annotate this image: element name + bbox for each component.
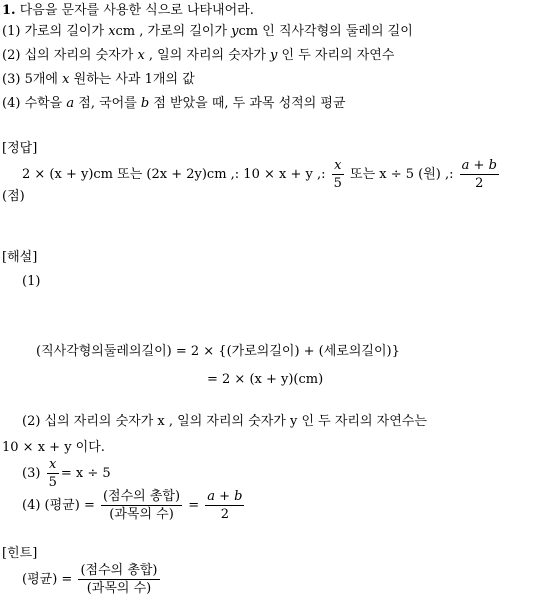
explanation-part2-line1: (2) 십의 자리의 숫자가 x , 일의 자리의 숫자가 y 인 두 자리의 자연수는: [22, 414, 427, 429]
item-variable: b: [140, 96, 150, 111]
part4-label: (4) (평균) =: [22, 498, 95, 513]
answer-part-1: 2 × (x + y)cm 또는 (2x + 2y)cm: [22, 167, 227, 182]
item-text: 5개에: [24, 72, 63, 87]
explanation-part3: [22, 457, 111, 491]
explanation-part2-line2: 10 × x + y 이다.: [2, 440, 105, 455]
item-label: (1): [2, 24, 21, 39]
part4-equals: =: [188, 498, 200, 513]
equation-1-rhs: = 2 × (x + y)(cm): [207, 372, 324, 387]
item-variable: a: [66, 96, 75, 111]
answer-heading: [정답]: [2, 141, 38, 156]
part3-fraction: $\frac{x}{5}$: [48, 457, 57, 490]
answer-part-2: ,: 10 × x + y ,:: [226, 167, 330, 182]
explanation-part1-label: (1): [22, 274, 41, 289]
item-variable: x: [62, 72, 70, 87]
problem-item-3: [2, 72, 195, 88]
item-text: 수학을: [24, 96, 67, 111]
item-text: 원하는 사과 1개의 값: [69, 72, 195, 87]
item-text: 점, 국어를: [74, 96, 141, 111]
explanation-heading: [해설]: [2, 250, 38, 265]
part4-fraction-1: $\frac{\text{(점수의 총합)}}{\text{(과목의 수)}}$: [102, 489, 181, 522]
hint-equation: [22, 563, 162, 597]
answer-fraction-4: $\frac{a + b}{2}$: [461, 158, 497, 191]
hint-heading: [힌트]: [2, 546, 38, 561]
problem-instruction: 다음을 문자를 사용한 식으로 나타내어라.: [19, 3, 254, 18]
equation-1-lhs: (직사각형의둘레의길이) = 2 × {(가로의길이) + (세로의길이)}: [36, 344, 400, 359]
problem-item-4: [2, 96, 346, 112]
answer-line: [22, 158, 501, 192]
item-text: , 일의 자리의 숫자가: [144, 48, 271, 63]
problem-number: 1.: [2, 3, 16, 18]
answer-part-3: 또는 x ÷ 5 (원) ,:: [345, 167, 458, 182]
item-variable: x: [108, 24, 116, 39]
item-text: cm , 가로의 길이가: [115, 24, 232, 39]
problem-item-2: [2, 48, 394, 64]
item-text: 점 받았을 때, 두 과목 성적의 평균: [149, 96, 346, 111]
part3-rest: = x ÷ 5: [60, 466, 111, 481]
answer-tail: (점): [2, 189, 25, 204]
hint-fraction: $\frac{\text{(점수의 총합)}}{\text{(과목의 수)}}$: [80, 563, 158, 596]
answer-fraction-3: $\frac{x}{5}$: [333, 158, 342, 191]
item-text: cm 인 직사각형의 둘레의 길이: [238, 24, 413, 39]
problem-item-1: [2, 24, 413, 40]
item-text: 인 두 자리의 자연수: [277, 48, 395, 63]
item-variable: y: [270, 48, 278, 63]
item-text: 십의 자리의 숫자가: [24, 48, 138, 63]
item-text: 가로의 길이가: [24, 24, 109, 39]
item-variable: y: [231, 24, 239, 39]
part3-label: (3): [22, 466, 41, 481]
item-label: (2): [2, 48, 21, 63]
problem-title: [2, 3, 254, 19]
item-label: (4): [2, 96, 21, 111]
hint-lhs: (평균) =: [22, 572, 73, 587]
explanation-part4: [22, 489, 246, 523]
item-label: (3): [2, 72, 21, 87]
part4-fraction-2: $\frac{a + b}{2}$: [207, 489, 243, 522]
item-variable: x: [137, 48, 145, 63]
